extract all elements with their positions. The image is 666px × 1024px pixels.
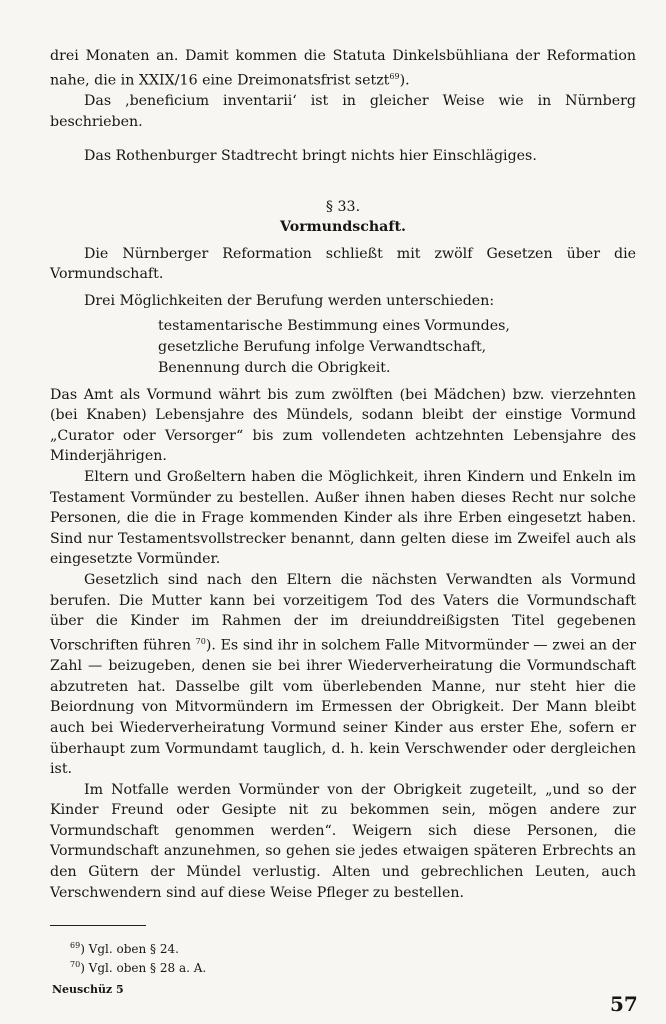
section-title: Vormundschaft. — [280, 219, 406, 236]
paragraph-gesetzlich: Gesetzlich sind nach den Eltern die nächsten Verwandten als Vormund berufen. Die Mutter kann bei vorzeitigem Tod des Vaters die Vormundschaft über die Kinder im Rahmen der im dreiunddreißigsten Titel gegebenen Vorschriften führen $^{70}$). Es sind ihr in solchem Falle Mitvormünder — zwei an der Zahl — beizugeben, denen sie bei ihrer Wiederverheiratung die Vormundschaft abzutreten hat. Dasselbe gilt vom überlebenden Manne, nur steht hier die Beiordnung von Mitvormündern im Ermessen der Obrigkeit. Der Mann bleibt auch bei Wiederverheiratung Vormund seiner Kinder aus erster Ehe, sofern er überhaupt zum Vormundamt tauglich, d. h. kein Verschwender oder dergleichen ist. — [50, 572, 636, 778]
page-number: 57 — [610, 992, 638, 1016]
paragraph-rothenburg: Das Rothenburger Stadtrecht bringt nichts hier Einschlägiges. — [84, 148, 537, 165]
text-block — [50, 46, 636, 976]
footnote-ref-69: 69 — [389, 71, 400, 81]
footnote: $^{70}$) Vgl. oben § 28 a. A. — [70, 960, 207, 976]
paragraph-eltern: Eltern und Großeltern haben die Möglichkeit, ihren Kindern und Enkeln im Testament Vormünder zu bestellen. Außer ihnen haben dieses Recht nur solche Personen, die die in Frage kommenden Kinder als ihre Erben eingesetzt haben. Sind nur Testamentsvollstrecker benannt, dann gelten diese im Zweifel auch als eingesetzte Vormünder. — [50, 469, 636, 568]
printer-signature: Neuschüz 5 — [52, 983, 124, 996]
paragraph-amt: Das Amt als Vormund währt bis zum zwölften (bei Mädchen) bzw. vierzehnten (bei Knaben) Lebensjahre des Mündels, sodann bleibt der einstige Vormund „Curator oder Versorger“ bis zum vollendeten achtzehnten Lebensjahre des Minderjährigen. — [50, 386, 636, 465]
paragraph-notfalle: Im Notfalle werden Vormünder von der Obrigkeit zugeteilt, „und so der Kinder Freund oder Gesipte nit zu bekommen sein, mögen andere zur Vormundschaft genommen werden“. Weigern sich diese Personen, die Vormundschaft anzunehmen, so gehen sie jedes etwaigen späteren Erbrechts an den Gütern der Mündel verlustig. Alten und gebrechlichen Leuten, auch Verschwendern sind auf diese Weise Pfleger zu bestellen. — [50, 781, 636, 901]
paragraph-beneficium: Das ‚beneficium inventarii‘ ist in gleicher Weise wie in Nürnberg beschrieben. — [50, 92, 636, 130]
paragraph-dreimonatsfrist: drei Monaten an. Damit kommen die Statuta Dinkelsbühliana der Reformation nahe, die in XXIX/16 eine Dreimonatsfrist setzt$^{69}$). — [50, 48, 636, 89]
paragraph-intro: Die Nürnberger Reformation schließt mit zwölf Gesetzen über die Vormundschaft. — [50, 245, 636, 283]
paragraph-moeglichkeiten: Drei Möglichkeiten der Berufung werden unterschieden: — [84, 293, 495, 310]
berufung-list — [158, 316, 636, 379]
list-item: Benennung durch die Obrigkeit. — [158, 359, 391, 376]
section-number: § 33. — [325, 198, 361, 215]
footnote-ref-70: 70 — [195, 636, 206, 646]
list-item: testamentarische Bestimmung eines Vormundes, — [158, 317, 510, 334]
footnote: $^{69}$) Vgl. oben § 24. — [70, 941, 179, 957]
footnote-divider — [50, 925, 146, 926]
list-item: gesetzliche Berufung infolge Verwandtschaft, — [158, 338, 487, 355]
